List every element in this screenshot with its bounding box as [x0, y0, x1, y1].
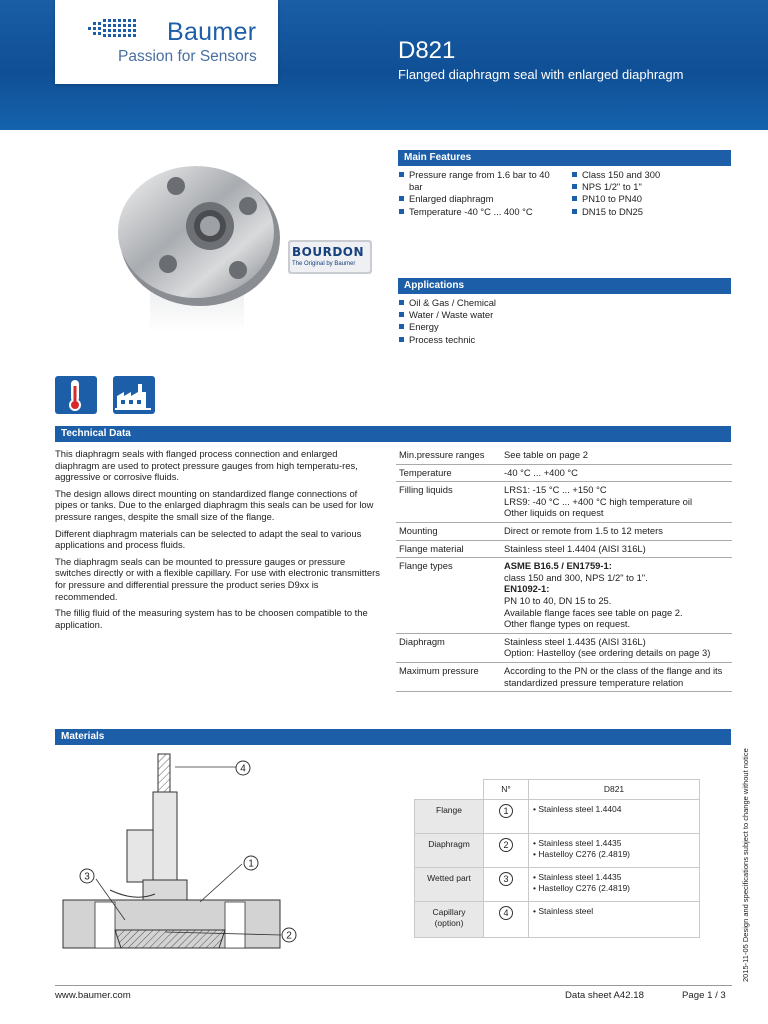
list-item: PN10 to PN40	[572, 193, 732, 205]
spec-value: Direct or remote from 1.5 to 12 meters	[501, 522, 732, 540]
col-product-header: D821	[529, 780, 700, 800]
footer-website-link[interactable]: www.baumer.com	[55, 990, 131, 1001]
table-row	[396, 522, 732, 540]
number-badge: 3	[499, 872, 513, 886]
bourdon-sub: The Original by Baumer	[292, 261, 356, 267]
col-num-header: N°	[484, 780, 529, 800]
table-row	[396, 464, 732, 482]
list-item: Energy	[399, 321, 719, 333]
flange-product-image	[112, 152, 282, 332]
spec-value: According to the PN or the class of the flange and its standardized pressure temperature relation	[501, 662, 732, 691]
description-paragraph: This diaphragm seals with flanged process connection and enlarged diaphragm are used to protect pressure gauges from high temperatu-res, aggressive or corrosive fluids.	[55, 448, 358, 483]
technical-spec-table	[396, 447, 732, 692]
main-features-title: Main Features	[398, 150, 731, 166]
table-header-row	[415, 780, 700, 800]
material-label: Diaphragm	[415, 834, 484, 868]
main-features-left-list	[399, 169, 562, 218]
list-item: Oil & Gas / Chemical	[399, 297, 719, 309]
list-item: Process technic	[399, 334, 719, 346]
spec-value: LRS1: -15 °C ... +150 °C LRS9: -40 °C ... +400 °C high temperature oil Other liquids on request	[501, 482, 732, 523]
spec-key: Maximum pressure	[396, 662, 501, 691]
footer-page-number: Page 1 / 3	[682, 990, 726, 1001]
spec-key: Diaphragm	[396, 633, 501, 662]
table-row	[396, 662, 732, 691]
table-row	[396, 447, 732, 464]
list-item: Pressure range from 1.6 bar to 40 bar	[399, 169, 562, 193]
footer-divider	[55, 985, 732, 986]
material-label: Wetted part	[415, 868, 484, 902]
spec-value: ASME B16.5 / EN1759-1: class 150 and 300, NPS 1/2" to 1". EN1092-1: PN 10 to 40, DN 15 to 25. Available flange faces see table on page 2. Other flange types on request.	[501, 558, 732, 634]
factory-icon	[113, 376, 155, 414]
applications-list	[399, 297, 719, 346]
table-row	[396, 558, 732, 634]
thermometer-icon	[55, 376, 97, 414]
callout-1: 1	[248, 858, 254, 870]
table-row: Capillary (option) 4 • Stainless steel	[415, 902, 700, 938]
table-row	[396, 633, 732, 662]
technical-description	[55, 448, 380, 635]
list-item: Enlarged diaphragm	[399, 193, 562, 205]
baumer-logo[interactable]	[55, 0, 278, 84]
material-label: Flange	[415, 800, 484, 834]
brand-name: Baumer	[167, 18, 257, 46]
materials-table	[414, 779, 700, 938]
list-item: Water / Waste water	[399, 309, 719, 321]
product-subtitle: Flanged diaphragm seal with enlarged diaphragm	[398, 67, 684, 82]
number-badge: 4	[499, 906, 513, 920]
cross-section-drawing	[55, 752, 315, 952]
spec-key: Temperature	[396, 464, 501, 482]
list-item: Class 150 and 300	[572, 169, 732, 181]
description-paragraph: Different diaphragm materials can be selected to adapt the seal to various applications and process fluids.	[55, 527, 362, 551]
callout-3: 3	[84, 871, 90, 883]
spec-value: Stainless steel 1.4435 (AISI 316L) Option: Hastelloy (see ordering details on page 3)	[501, 633, 732, 662]
table-row: Flange 1 • Stainless steel 1.4404	[415, 800, 700, 834]
spec-key: Min.pressure ranges	[396, 447, 501, 464]
description-paragraph: The fillig fluid of the measuring system has to be choosen compatible to the application.	[55, 607, 368, 630]
spec-value: -40 °C ... +400 °C	[501, 464, 732, 482]
footer-datasheet: Data sheet A42.18	[565, 990, 644, 1001]
applications-title: Applications	[398, 278, 731, 294]
spec-value: Stainless steel 1.4404 (AISI 316L)	[501, 540, 732, 558]
list-item: NPS 1/2" to 1"	[572, 181, 732, 193]
table-row: Diaphragm 2 • Stainless steel 1.4435 • Hastelloy C276 (2.4819)	[415, 834, 700, 868]
spec-value: See table on page 2	[501, 447, 732, 464]
description-paragraph: The diaphragm seals can be mounted to pressure gauges or pressure switches directly or with a flexible capillary. For use with electronic transmitters for pressure and differential pressure the product series D9xx is recommended.	[55, 555, 380, 602]
technical-data-title: Technical Data	[55, 426, 731, 442]
description-paragraph: The design allows direct mounting on standardized flange connections of pipes or tanks. Due to the enlarged diaphragm this seals can be used for low pressure ranges, despite the small size of the flange.	[55, 487, 374, 522]
number-badge: 1	[499, 804, 513, 818]
bourdon-logo	[288, 240, 372, 274]
list-item: DN15 to DN25	[572, 206, 732, 218]
table-row	[396, 540, 732, 558]
callout-4: 4	[240, 763, 246, 775]
spec-key: Flange material	[396, 540, 501, 558]
table-row	[396, 482, 732, 523]
spec-key: Flange types	[396, 558, 501, 634]
header-banner	[0, 0, 768, 130]
logo-dots-icon	[88, 19, 140, 39]
materials-title: Materials	[55, 729, 731, 745]
material-label: Capillary (option)	[415, 902, 484, 938]
number-badge: 2	[499, 838, 513, 852]
product-code: D821	[398, 37, 456, 64]
callout-2: 2	[286, 930, 292, 942]
list-item: Temperature -40 °C ... 400 °C	[399, 206, 562, 218]
brand-tagline: Passion for Sensors	[118, 48, 257, 65]
side-note: 2015-11-05 Design and specifications subject to change without notice	[741, 748, 750, 982]
spec-key: Filling liquids	[396, 482, 501, 523]
bourdon-name: BOURDON	[292, 245, 365, 259]
main-features-right-list	[572, 169, 732, 218]
spec-key: Mounting	[396, 522, 501, 540]
table-row: Wetted part 3 • Stainless steel 1.4435 • Hastelloy C276 (2.4819)	[415, 868, 700, 902]
